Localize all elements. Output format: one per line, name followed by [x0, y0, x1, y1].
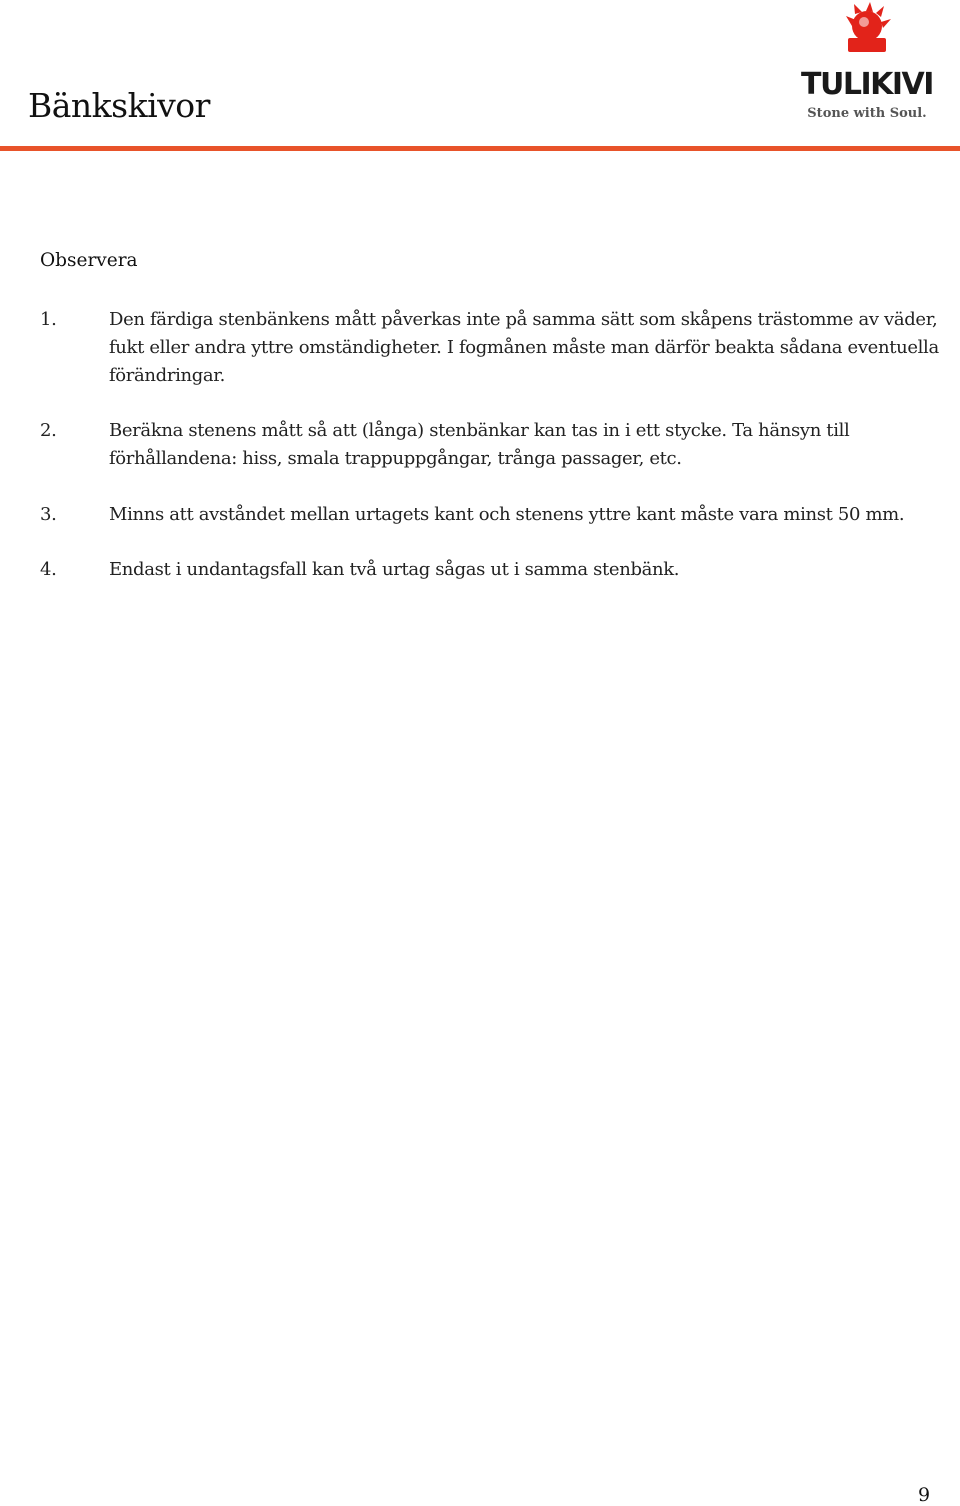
- list-item: [40, 556, 940, 584]
- page-title: Bänkskivor: [28, 86, 210, 125]
- list-item: [40, 306, 940, 390]
- logo-brand-text: TULIKIVI: [801, 67, 933, 102]
- tulikivi-flame-icon: [792, 2, 942, 124]
- logo-tagline: Stone with Soul.: [807, 106, 927, 121]
- header-divider: [0, 146, 960, 151]
- list-item-text: Minns att avståndet mellan urtagets kant och stenens yttre kant måste vara minst 50 mm.: [109, 504, 905, 525]
- list-item: [40, 501, 940, 529]
- list-item-number: 3.: [40, 504, 57, 525]
- page-number: 9: [918, 1484, 931, 1506]
- list-item-text: Beräkna stenens mått så att (långa) stenbänkar kan tas in i ett stycke. Ta hänsyn till förhållandena: hiss, smala trappuppgångar, trånga passager, etc.: [109, 420, 850, 469]
- list-item: [40, 417, 940, 473]
- tulikivi-logo: [792, 2, 942, 124]
- section-heading: Observera: [40, 250, 138, 271]
- list-item-text: Endast i undantagsfall kan två urtag sågas ut i samma stenbänk.: [109, 559, 680, 580]
- list-item-text: Den färdiga stenbänkens mått påverkas inte på samma sätt som skåpens trästomme av väder, fukt eller andra yttre omständigheter. I fogmånen måste man därför beakta sådana eventuella förändringar.: [109, 309, 939, 386]
- list-item-number: 4.: [40, 559, 57, 580]
- list-item-number: 2.: [40, 420, 57, 441]
- list-item-number: 1.: [40, 309, 57, 330]
